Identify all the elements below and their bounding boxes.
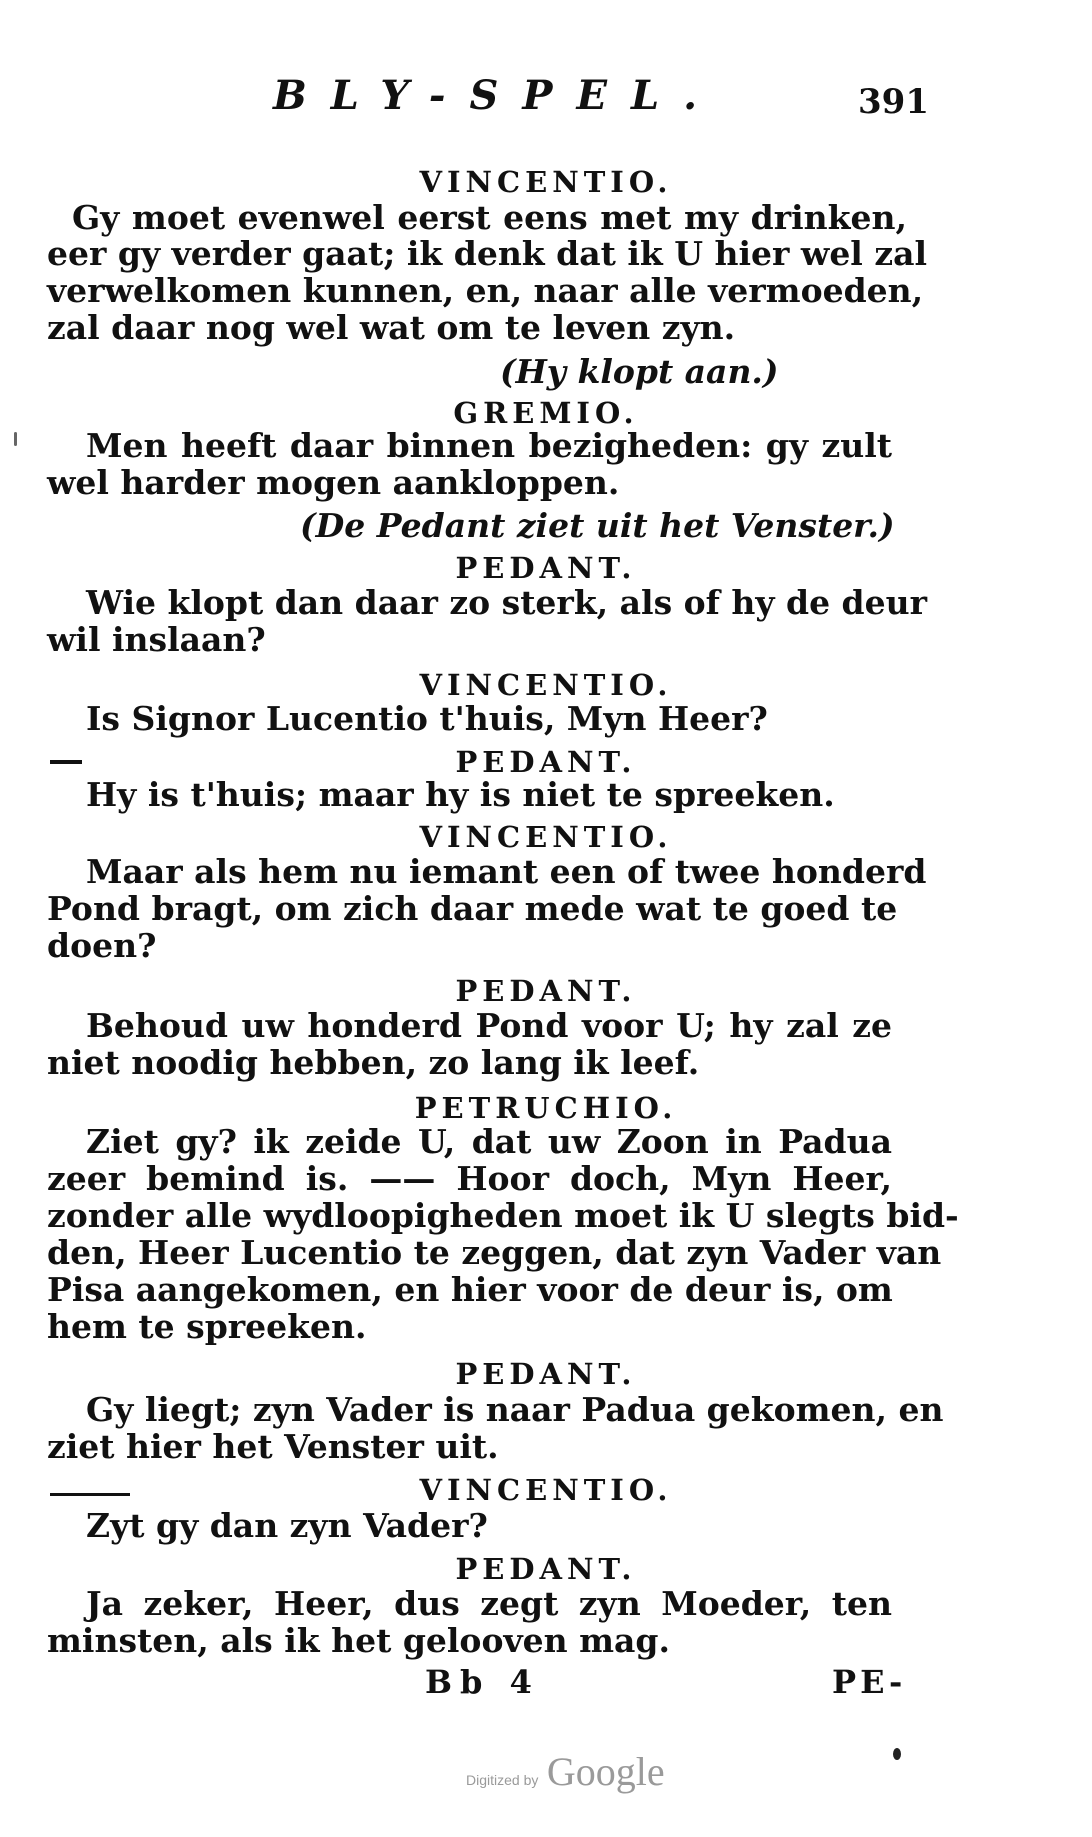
dialogue-line: Gy liegt; zyn Vader is naar Padua gekomen, en: [86, 1390, 944, 1429]
dialogue-line: Men heeft daar binnen bezigheden: gy zult: [86, 426, 892, 465]
dialogue-line: doen?: [47, 926, 157, 965]
speaker-heading: PETRUCHIO.: [414, 1091, 678, 1125]
ink-speck: [893, 1748, 901, 1760]
dash-rule: [50, 760, 82, 764]
speaker-heading: VINCENTIO.: [419, 668, 673, 702]
speaker-heading: PEDANT.: [455, 974, 637, 1008]
dialogue-line: niet noodig hebben, zo lang ik leef.: [47, 1043, 700, 1082]
dialogue-line: verwelkomen kunnen, en, naar alle vermoeden,: [47, 271, 924, 310]
catchword: PE-: [832, 1663, 907, 1701]
speaker-heading: VINCENTIO.: [419, 820, 673, 854]
dialogue-line: Zyt gy dan zyn Vader?: [86, 1506, 488, 1545]
stage-direction: (De Pedant ziet uit het Venster.): [300, 506, 895, 545]
dialogue-line: Pond bragt, om zich daar mede wat te goed te: [47, 889, 898, 928]
signature-mark: Bb 4: [425, 1663, 540, 1701]
speaker-heading: VINCENTIO.: [419, 1473, 673, 1507]
dialogue-line: zeer bemind is. —— Hoor doch, Myn Heer,: [47, 1159, 892, 1198]
speaker-heading: PEDANT.: [455, 1357, 637, 1391]
dialogue-line: wil inslaan?: [47, 620, 266, 659]
dialogue-line: zal daar nog wel wat om te leven zyn.: [47, 308, 736, 347]
speaker-heading: GREMIO.: [453, 396, 639, 430]
google-logo: Google: [546, 1749, 665, 1794]
speaker-heading: PEDANT.: [455, 1552, 637, 1586]
dialogue-line: Ja zeker, Heer, dus zegt zyn Moeder, ten: [86, 1584, 892, 1623]
dash-rule: [50, 1493, 130, 1496]
dialogue-line: Hy is t'huis; maar hy is niet te spreeken.: [86, 775, 835, 814]
speaker-heading: PEDANT.: [455, 551, 637, 585]
dialogue-line: den, Heer Lucentio te zeggen, dat zyn Vader van: [47, 1233, 942, 1272]
dialogue-line: hem te spreeken.: [47, 1307, 367, 1346]
dialogue-line: Maar als hem nu iemant een of twee honderd: [86, 852, 927, 891]
dialogue-line: zonder alle wydloopigheden moet ik U slegts bid-: [47, 1196, 959, 1235]
digitized-watermark: [466, 1748, 665, 1795]
dialogue-line: Gy moet evenwel eerst eens met my drinken,: [72, 198, 907, 237]
ink-speck: [14, 432, 17, 446]
running-title: BLY-SPEL.: [272, 72, 721, 119]
dialogue-line: Wie klopt dan daar zo sterk, als of hy de deur: [86, 583, 928, 622]
dialogue-line: Pisa aangekomen, en hier voor de deur is, om: [47, 1270, 893, 1309]
speaker-heading: PEDANT.: [455, 745, 637, 779]
page-number: 391: [858, 82, 929, 122]
dialogue-line: Ziet gy? ik zeide U, dat uw Zoon in Padua: [86, 1122, 892, 1161]
dialogue-line: Behoud uw honderd Pond voor U; hy zal ze: [86, 1006, 892, 1045]
dialogue-line: Is Signor Lucentio t'huis, Myn Heer?: [86, 699, 768, 738]
speaker-heading: VINCENTIO.: [419, 165, 673, 199]
dialogue-line: ziet hier het Venster uit.: [47, 1427, 499, 1466]
watermark-prefix: Digitized by: [466, 1772, 539, 1788]
stage-direction: (Hy klopt aan.): [500, 352, 779, 391]
dialogue-line: minsten, als ik het gelooven mag.: [47, 1621, 670, 1660]
dialogue-line: eer gy verder gaat; ik denk dat ik U hier wel zal: [47, 234, 927, 273]
dialogue-line: wel harder mogen aankloppen.: [47, 463, 620, 502]
